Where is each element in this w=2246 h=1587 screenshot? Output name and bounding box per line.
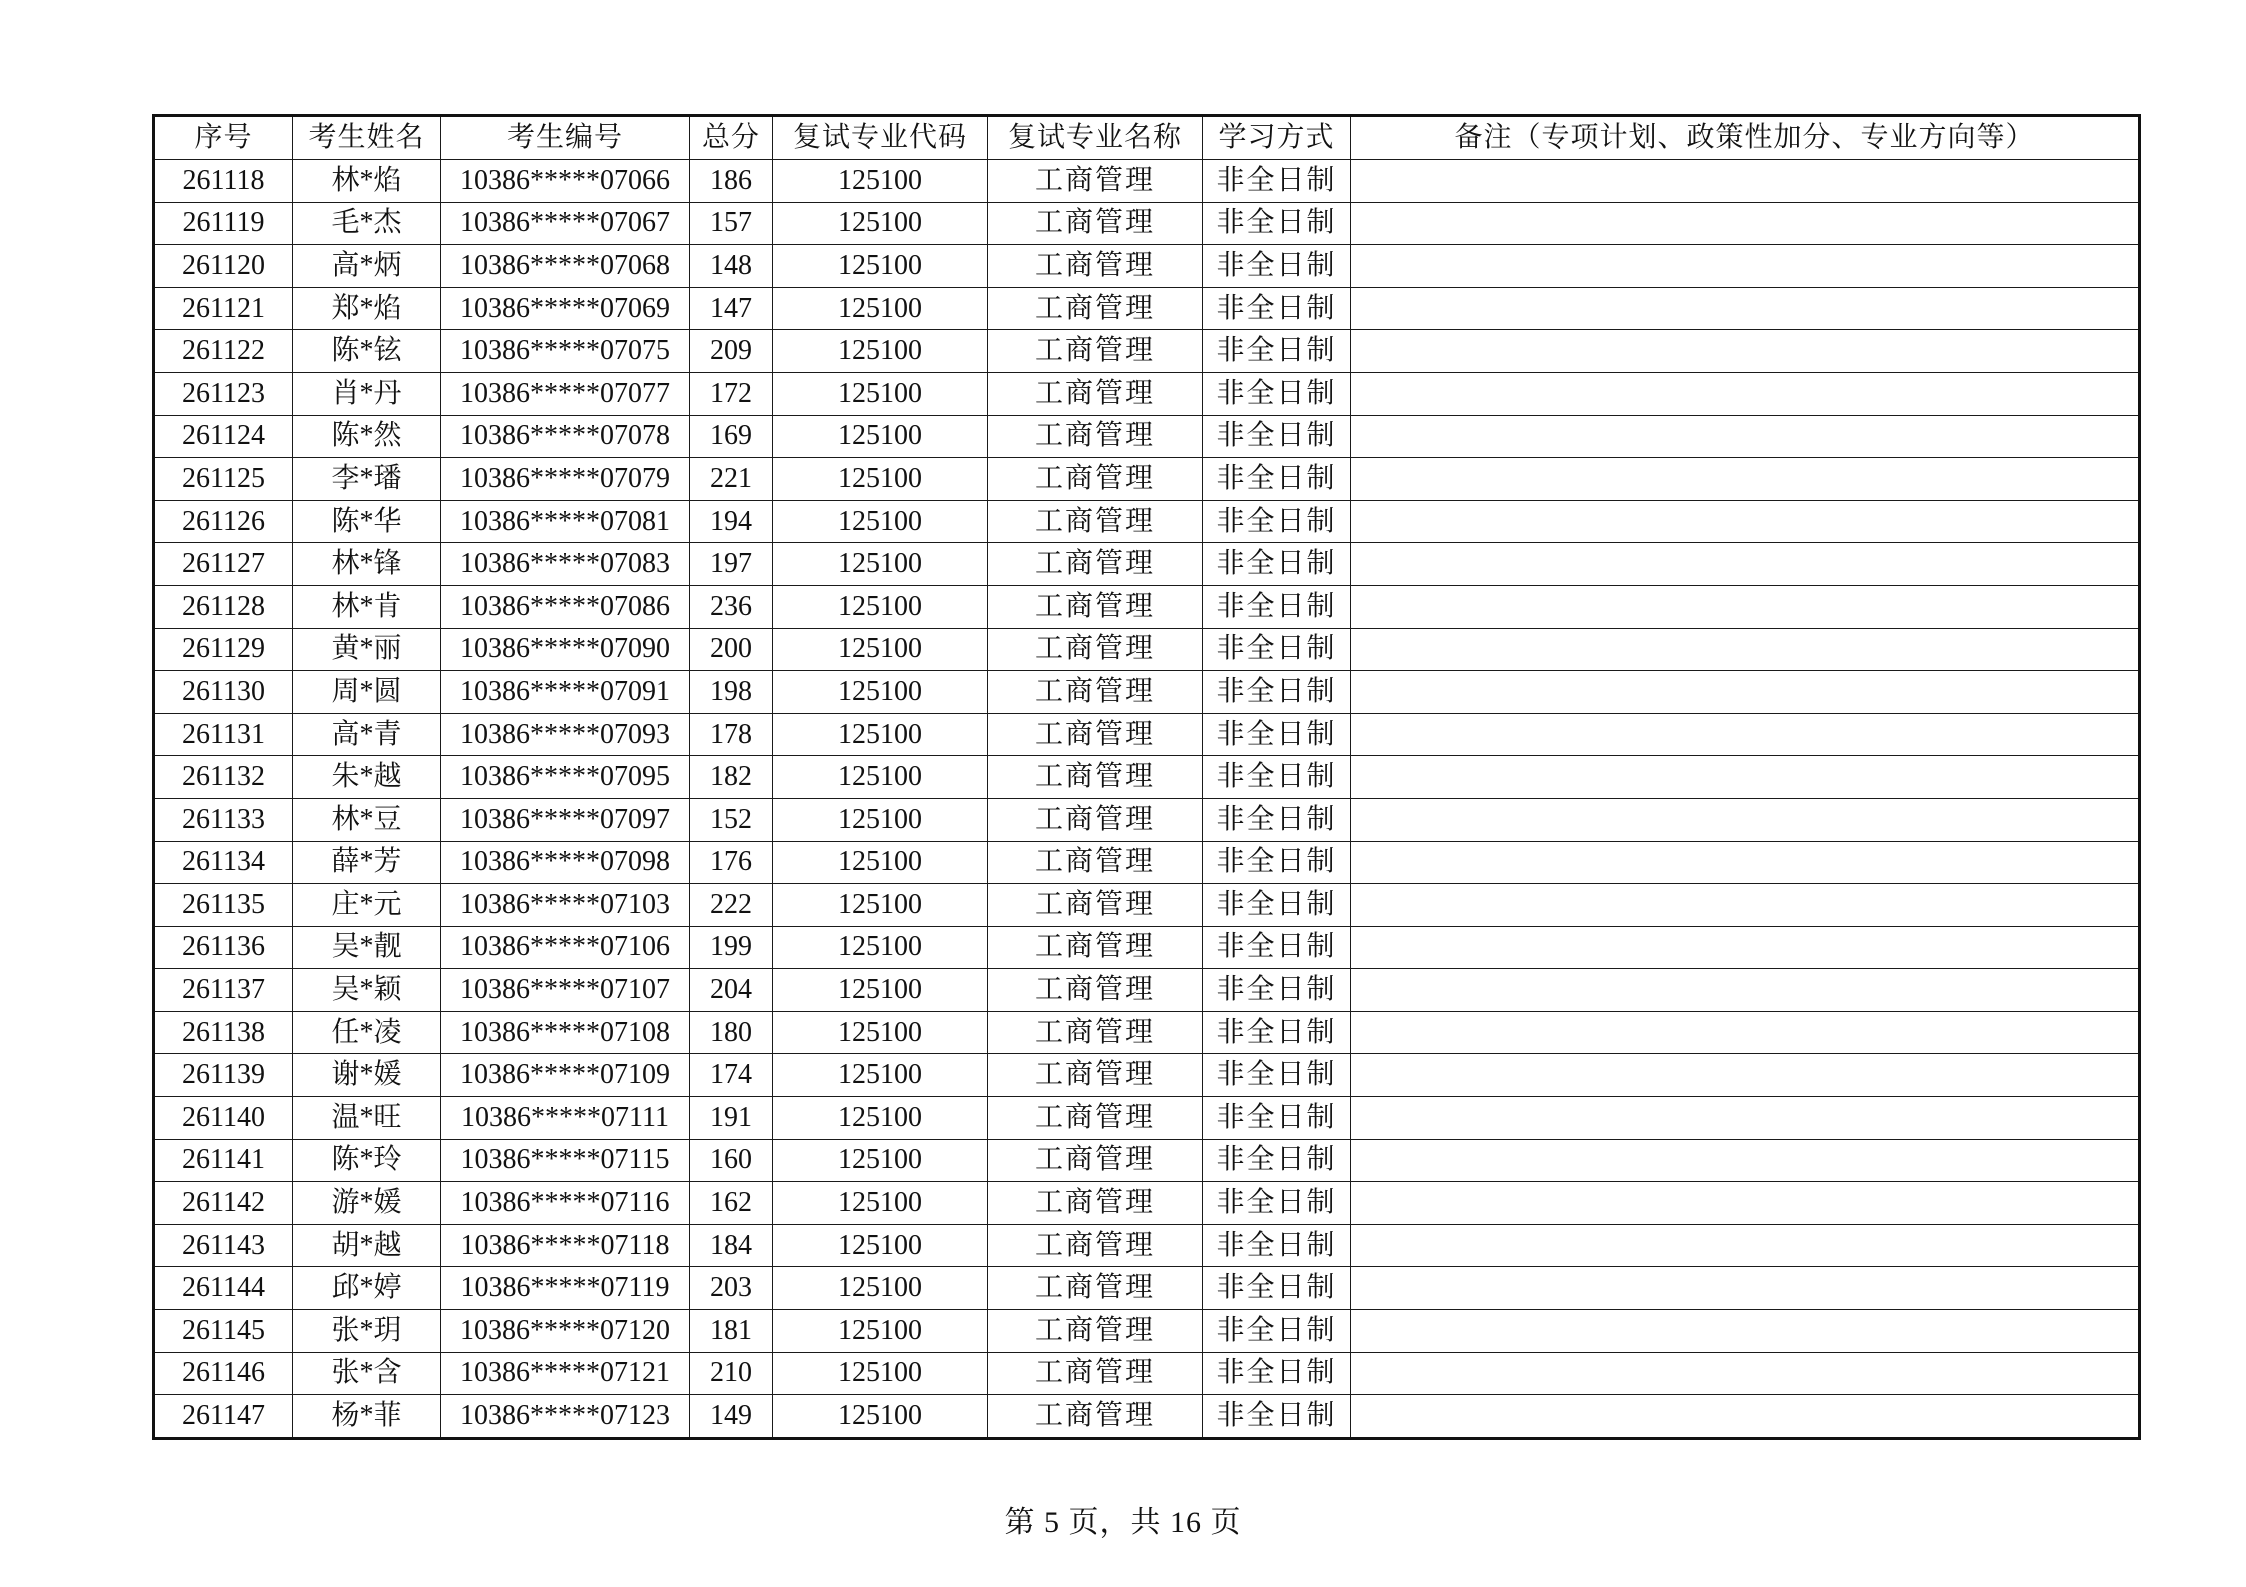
table-row xyxy=(154,585,2140,628)
major-name-cell: 工商管理 xyxy=(988,926,1203,969)
roster-sheet xyxy=(152,114,2138,1440)
table-row xyxy=(154,1395,2140,1439)
candidate-id-cell: 10386*****07103 xyxy=(441,884,690,927)
candidate-id-cell: 10386*****07078 xyxy=(441,415,690,458)
candidate-id-cell: 10386*****07108 xyxy=(441,1011,690,1054)
table-row xyxy=(154,287,2140,330)
serial-number-cell: 261144 xyxy=(154,1267,293,1310)
serial-number-cell: 261145 xyxy=(154,1310,293,1353)
study-mode-cell: 非全日制 xyxy=(1203,1182,1351,1225)
candidate-id-cell: 10386*****07116 xyxy=(441,1182,690,1225)
remarks-cell xyxy=(1351,202,2140,245)
major-code-cell: 125100 xyxy=(773,1182,988,1225)
major-name-cell: 工商管理 xyxy=(988,841,1203,884)
major-code-cell: 125100 xyxy=(773,287,988,330)
candidate-id-cell: 10386*****07109 xyxy=(441,1054,690,1097)
candidate-id-cell: 10386*****07098 xyxy=(441,841,690,884)
candidate-name-cell: 朱*越 xyxy=(293,756,441,799)
major-name-cell: 工商管理 xyxy=(988,969,1203,1012)
major-name-cell: 工商管理 xyxy=(988,458,1203,501)
candidate-name-cell: 庄*元 xyxy=(293,884,441,927)
table-row xyxy=(154,1267,2140,1310)
major-code-cell: 125100 xyxy=(773,245,988,288)
table-body xyxy=(154,160,2140,1439)
major-name-cell: 工商管理 xyxy=(988,372,1203,415)
table-row xyxy=(154,798,2140,841)
study-mode-cell: 非全日制 xyxy=(1203,415,1351,458)
total-score-cell: 194 xyxy=(690,500,773,543)
candidate-id-cell: 10386*****07081 xyxy=(441,500,690,543)
major-name-cell: 工商管理 xyxy=(988,160,1203,203)
study-mode-cell: 非全日制 xyxy=(1203,1011,1351,1054)
header-candidate-id: 考生编号 xyxy=(441,116,690,160)
major-code-cell: 125100 xyxy=(773,1224,988,1267)
major-code-cell: 125100 xyxy=(773,1395,988,1439)
study-mode-cell: 非全日制 xyxy=(1203,1352,1351,1395)
serial-number-cell: 261132 xyxy=(154,756,293,799)
table-row xyxy=(154,926,2140,969)
serial-number-cell: 261142 xyxy=(154,1182,293,1225)
major-code-cell: 125100 xyxy=(773,628,988,671)
major-name-cell: 工商管理 xyxy=(988,1352,1203,1395)
candidate-name-cell: 林*豆 xyxy=(293,798,441,841)
candidate-name-cell: 黄*丽 xyxy=(293,628,441,671)
major-name-cell: 工商管理 xyxy=(988,1182,1203,1225)
study-mode-cell: 非全日制 xyxy=(1203,458,1351,501)
serial-number-cell: 261146 xyxy=(154,1352,293,1395)
remarks-cell xyxy=(1351,713,2140,756)
candidate-name-cell: 林*锋 xyxy=(293,543,441,586)
major-name-cell: 工商管理 xyxy=(988,202,1203,245)
total-score-cell: 172 xyxy=(690,372,773,415)
serial-number-cell: 261120 xyxy=(154,245,293,288)
study-mode-cell: 非全日制 xyxy=(1203,841,1351,884)
study-mode-cell: 非全日制 xyxy=(1203,287,1351,330)
candidate-id-cell: 10386*****07107 xyxy=(441,969,690,1012)
major-code-cell: 125100 xyxy=(773,585,988,628)
total-score-cell: 184 xyxy=(690,1224,773,1267)
major-code-cell: 125100 xyxy=(773,1352,988,1395)
candidate-name-cell: 张*含 xyxy=(293,1352,441,1395)
serial-number-cell: 261125 xyxy=(154,458,293,501)
study-mode-cell: 非全日制 xyxy=(1203,1097,1351,1140)
study-mode-cell: 非全日制 xyxy=(1203,500,1351,543)
serial-number-cell: 261122 xyxy=(154,330,293,373)
major-name-cell: 工商管理 xyxy=(988,671,1203,714)
major-code-cell: 125100 xyxy=(773,500,988,543)
major-code-cell: 125100 xyxy=(773,372,988,415)
total-score-cell: 210 xyxy=(690,1352,773,1395)
major-code-cell: 125100 xyxy=(773,1097,988,1140)
major-name-cell: 工商管理 xyxy=(988,1395,1203,1439)
table-row xyxy=(154,543,2140,586)
serial-number-cell: 261119 xyxy=(154,202,293,245)
remarks-cell xyxy=(1351,458,2140,501)
table-row xyxy=(154,1310,2140,1353)
major-code-cell: 125100 xyxy=(773,713,988,756)
serial-number-cell: 261141 xyxy=(154,1139,293,1182)
candidate-name-cell: 吴*靓 xyxy=(293,926,441,969)
major-code-cell: 125100 xyxy=(773,798,988,841)
total-score-cell: 181 xyxy=(690,1310,773,1353)
serial-number-cell: 261138 xyxy=(154,1011,293,1054)
header-remarks: 备注（专项计划、政策性加分、专业方向等） xyxy=(1351,116,2140,160)
remarks-cell xyxy=(1351,926,2140,969)
candidate-name-cell: 薛*芳 xyxy=(293,841,441,884)
major-code-cell: 125100 xyxy=(773,926,988,969)
major-name-cell: 工商管理 xyxy=(988,1011,1203,1054)
major-code-cell: 125100 xyxy=(773,1267,988,1310)
total-score-cell: 236 xyxy=(690,585,773,628)
total-score-cell: 209 xyxy=(690,330,773,373)
serial-number-cell: 261134 xyxy=(154,841,293,884)
study-mode-cell: 非全日制 xyxy=(1203,202,1351,245)
study-mode-cell: 非全日制 xyxy=(1203,969,1351,1012)
table-row xyxy=(154,628,2140,671)
remarks-cell xyxy=(1351,543,2140,586)
candidate-id-cell: 10386*****07115 xyxy=(441,1139,690,1182)
remarks-cell xyxy=(1351,1352,2140,1395)
candidate-id-cell: 10386*****07120 xyxy=(441,1310,690,1353)
total-score-cell: 178 xyxy=(690,713,773,756)
candidate-name-cell: 李*璠 xyxy=(293,458,441,501)
header-candidate-name: 考生姓名 xyxy=(293,116,441,160)
major-name-cell: 工商管理 xyxy=(988,756,1203,799)
remarks-cell xyxy=(1351,1182,2140,1225)
remarks-cell xyxy=(1351,160,2140,203)
total-score-cell: 204 xyxy=(690,969,773,1012)
remarks-cell xyxy=(1351,245,2140,288)
candidate-name-cell: 邱*婷 xyxy=(293,1267,441,1310)
remarks-cell xyxy=(1351,1054,2140,1097)
header-major-name: 复试专业名称 xyxy=(988,116,1203,160)
candidate-name-cell: 温*旺 xyxy=(293,1097,441,1140)
serial-number-cell: 261127 xyxy=(154,543,293,586)
remarks-cell xyxy=(1351,756,2140,799)
admission-roster-table xyxy=(152,114,2141,1440)
study-mode-cell: 非全日制 xyxy=(1203,671,1351,714)
serial-number-cell: 261135 xyxy=(154,884,293,927)
candidate-id-cell: 10386*****07068 xyxy=(441,245,690,288)
remarks-cell xyxy=(1351,1310,2140,1353)
candidate-id-cell: 10386*****07090 xyxy=(441,628,690,671)
table-row xyxy=(154,372,2140,415)
serial-number-cell: 261136 xyxy=(154,926,293,969)
serial-number-cell: 261137 xyxy=(154,969,293,1012)
major-name-cell: 工商管理 xyxy=(988,884,1203,927)
remarks-cell xyxy=(1351,798,2140,841)
major-code-cell: 125100 xyxy=(773,1011,988,1054)
major-code-cell: 125100 xyxy=(773,1310,988,1353)
serial-number-cell: 261131 xyxy=(154,713,293,756)
remarks-cell xyxy=(1351,969,2140,1012)
total-score-cell: 203 xyxy=(690,1267,773,1310)
header-total-score: 总分 xyxy=(690,116,773,160)
major-code-cell: 125100 xyxy=(773,884,988,927)
remarks-cell xyxy=(1351,1224,2140,1267)
remarks-cell xyxy=(1351,671,2140,714)
total-score-cell: 157 xyxy=(690,202,773,245)
study-mode-cell: 非全日制 xyxy=(1203,628,1351,671)
total-score-cell: 160 xyxy=(690,1139,773,1182)
table-row xyxy=(154,756,2140,799)
candidate-id-cell: 10386*****07066 xyxy=(441,160,690,203)
remarks-cell xyxy=(1351,1011,2140,1054)
table-row xyxy=(154,884,2140,927)
major-code-cell: 125100 xyxy=(773,969,988,1012)
major-code-cell: 125100 xyxy=(773,1139,988,1182)
table-row xyxy=(154,1139,2140,1182)
remarks-cell xyxy=(1351,330,2140,373)
study-mode-cell: 非全日制 xyxy=(1203,1267,1351,1310)
serial-number-cell: 261121 xyxy=(154,287,293,330)
major-name-cell: 工商管理 xyxy=(988,1139,1203,1182)
candidate-id-cell: 10386*****07079 xyxy=(441,458,690,501)
candidate-id-cell: 10386*****07075 xyxy=(441,330,690,373)
study-mode-cell: 非全日制 xyxy=(1203,1224,1351,1267)
study-mode-cell: 非全日制 xyxy=(1203,1139,1351,1182)
major-name-cell: 工商管理 xyxy=(988,713,1203,756)
total-score-cell: 182 xyxy=(690,756,773,799)
candidate-name-cell: 毛*杰 xyxy=(293,202,441,245)
study-mode-cell: 非全日制 xyxy=(1203,160,1351,203)
candidate-id-cell: 10386*****07093 xyxy=(441,713,690,756)
total-score-cell: 191 xyxy=(690,1097,773,1140)
table-row xyxy=(154,160,2140,203)
candidate-id-cell: 10386*****07119 xyxy=(441,1267,690,1310)
major-name-cell: 工商管理 xyxy=(988,628,1203,671)
remarks-cell xyxy=(1351,884,2140,927)
candidate-id-cell: 10386*****07111 xyxy=(441,1097,690,1140)
study-mode-cell: 非全日制 xyxy=(1203,884,1351,927)
remarks-cell xyxy=(1351,372,2140,415)
major-code-cell: 125100 xyxy=(773,841,988,884)
major-code-cell: 125100 xyxy=(773,458,988,501)
candidate-id-cell: 10386*****07067 xyxy=(441,202,690,245)
candidate-id-cell: 10386*****07118 xyxy=(441,1224,690,1267)
major-name-cell: 工商管理 xyxy=(988,1267,1203,1310)
serial-number-cell: 261123 xyxy=(154,372,293,415)
total-score-cell: 169 xyxy=(690,415,773,458)
major-code-cell: 125100 xyxy=(773,543,988,586)
header-study-mode: 学习方式 xyxy=(1203,116,1351,160)
remarks-cell xyxy=(1351,415,2140,458)
table-row xyxy=(154,1224,2140,1267)
table-header-row xyxy=(154,116,2140,160)
major-code-cell: 125100 xyxy=(773,202,988,245)
study-mode-cell: 非全日制 xyxy=(1203,1310,1351,1353)
study-mode-cell: 非全日制 xyxy=(1203,543,1351,586)
candidate-name-cell: 周*圆 xyxy=(293,671,441,714)
table-row xyxy=(154,1352,2140,1395)
candidate-name-cell: 高*炳 xyxy=(293,245,441,288)
total-score-cell: 149 xyxy=(690,1395,773,1439)
table-row xyxy=(154,330,2140,373)
table-row xyxy=(154,245,2140,288)
candidate-id-cell: 10386*****07091 xyxy=(441,671,690,714)
major-code-cell: 125100 xyxy=(773,671,988,714)
study-mode-cell: 非全日制 xyxy=(1203,585,1351,628)
candidate-name-cell: 杨*菲 xyxy=(293,1395,441,1439)
candidate-id-cell: 10386*****07069 xyxy=(441,287,690,330)
study-mode-cell: 非全日制 xyxy=(1203,1395,1351,1439)
major-code-cell: 125100 xyxy=(773,160,988,203)
total-score-cell: 222 xyxy=(690,884,773,927)
table-row xyxy=(154,500,2140,543)
table-row xyxy=(154,202,2140,245)
total-score-cell: 197 xyxy=(690,543,773,586)
study-mode-cell: 非全日制 xyxy=(1203,798,1351,841)
header-major-code: 复试专业代码 xyxy=(773,116,988,160)
remarks-cell xyxy=(1351,287,2140,330)
major-name-cell: 工商管理 xyxy=(988,543,1203,586)
serial-number-cell: 261147 xyxy=(154,1395,293,1439)
total-score-cell: 180 xyxy=(690,1011,773,1054)
major-name-cell: 工商管理 xyxy=(988,415,1203,458)
candidate-name-cell: 张*玥 xyxy=(293,1310,441,1353)
candidate-name-cell: 陈*华 xyxy=(293,500,441,543)
candidate-name-cell: 吴*颖 xyxy=(293,969,441,1012)
candidate-name-cell: 谢*媛 xyxy=(293,1054,441,1097)
table-row xyxy=(154,969,2140,1012)
candidate-name-cell: 郑*焰 xyxy=(293,287,441,330)
remarks-cell xyxy=(1351,585,2140,628)
serial-number-cell: 261139 xyxy=(154,1054,293,1097)
remarks-cell xyxy=(1351,841,2140,884)
candidate-name-cell: 陈*铉 xyxy=(293,330,441,373)
remarks-cell xyxy=(1351,1267,2140,1310)
total-score-cell: 198 xyxy=(690,671,773,714)
remarks-cell xyxy=(1351,500,2140,543)
table-row xyxy=(154,1182,2140,1225)
total-score-cell: 186 xyxy=(690,160,773,203)
total-score-cell: 221 xyxy=(690,458,773,501)
header-serial-number: 序号 xyxy=(154,116,293,160)
candidate-name-cell: 陈*玲 xyxy=(293,1139,441,1182)
candidate-name-cell: 林*焰 xyxy=(293,160,441,203)
candidate-id-cell: 10386*****07121 xyxy=(441,1352,690,1395)
serial-number-cell: 261129 xyxy=(154,628,293,671)
table-row xyxy=(154,458,2140,501)
major-code-cell: 125100 xyxy=(773,415,988,458)
table-row xyxy=(154,1011,2140,1054)
table-row xyxy=(154,841,2140,884)
candidate-id-cell: 10386*****07106 xyxy=(441,926,690,969)
serial-number-cell: 261118 xyxy=(154,160,293,203)
major-name-cell: 工商管理 xyxy=(988,1224,1203,1267)
study-mode-cell: 非全日制 xyxy=(1203,756,1351,799)
total-score-cell: 200 xyxy=(690,628,773,671)
remarks-cell xyxy=(1351,1395,2140,1439)
candidate-id-cell: 10386*****07086 xyxy=(441,585,690,628)
table-row xyxy=(154,1054,2140,1097)
major-name-cell: 工商管理 xyxy=(988,500,1203,543)
candidate-name-cell: 任*凌 xyxy=(293,1011,441,1054)
candidate-name-cell: 林*肯 xyxy=(293,585,441,628)
major-code-cell: 125100 xyxy=(773,756,988,799)
table-row xyxy=(154,415,2140,458)
major-name-cell: 工商管理 xyxy=(988,287,1203,330)
study-mode-cell: 非全日制 xyxy=(1203,245,1351,288)
total-score-cell: 148 xyxy=(690,245,773,288)
study-mode-cell: 非全日制 xyxy=(1203,713,1351,756)
total-score-cell: 174 xyxy=(690,1054,773,1097)
major-name-cell: 工商管理 xyxy=(988,1097,1203,1140)
candidate-id-cell: 10386*****07095 xyxy=(441,756,690,799)
candidate-id-cell: 10386*****07077 xyxy=(441,372,690,415)
major-name-cell: 工商管理 xyxy=(988,585,1203,628)
serial-number-cell: 261140 xyxy=(154,1097,293,1140)
remarks-cell xyxy=(1351,1139,2140,1182)
study-mode-cell: 非全日制 xyxy=(1203,926,1351,969)
serial-number-cell: 261126 xyxy=(154,500,293,543)
major-name-cell: 工商管理 xyxy=(988,798,1203,841)
remarks-cell xyxy=(1351,1097,2140,1140)
major-name-cell: 工商管理 xyxy=(988,1054,1203,1097)
candidate-name-cell: 陈*然 xyxy=(293,415,441,458)
study-mode-cell: 非全日制 xyxy=(1203,372,1351,415)
candidate-name-cell: 肖*丹 xyxy=(293,372,441,415)
candidate-name-cell: 高*青 xyxy=(293,713,441,756)
study-mode-cell: 非全日制 xyxy=(1203,1054,1351,1097)
candidate-name-cell: 游*媛 xyxy=(293,1182,441,1225)
serial-number-cell: 261143 xyxy=(154,1224,293,1267)
candidate-id-cell: 10386*****07123 xyxy=(441,1395,690,1439)
serial-number-cell: 261128 xyxy=(154,585,293,628)
total-score-cell: 162 xyxy=(690,1182,773,1225)
total-score-cell: 152 xyxy=(690,798,773,841)
table-row xyxy=(154,1097,2140,1140)
major-code-cell: 125100 xyxy=(773,1054,988,1097)
serial-number-cell: 261124 xyxy=(154,415,293,458)
table-row xyxy=(154,671,2140,714)
candidate-id-cell: 10386*****07097 xyxy=(441,798,690,841)
page-number-footer: 第 5 页，共 16 页 xyxy=(1004,1506,1242,1539)
serial-number-cell: 261133 xyxy=(154,798,293,841)
table-row xyxy=(154,713,2140,756)
total-score-cell: 147 xyxy=(690,287,773,330)
candidate-id-cell: 10386*****07083 xyxy=(441,543,690,586)
major-name-cell: 工商管理 xyxy=(988,245,1203,288)
serial-number-cell: 261130 xyxy=(154,671,293,714)
remarks-cell xyxy=(1351,628,2140,671)
candidate-name-cell: 胡*越 xyxy=(293,1224,441,1267)
major-name-cell: 工商管理 xyxy=(988,1310,1203,1353)
major-name-cell: 工商管理 xyxy=(988,330,1203,373)
major-code-cell: 125100 xyxy=(773,330,988,373)
total-score-cell: 176 xyxy=(690,841,773,884)
total-score-cell: 199 xyxy=(690,926,773,969)
study-mode-cell: 非全日制 xyxy=(1203,330,1351,373)
